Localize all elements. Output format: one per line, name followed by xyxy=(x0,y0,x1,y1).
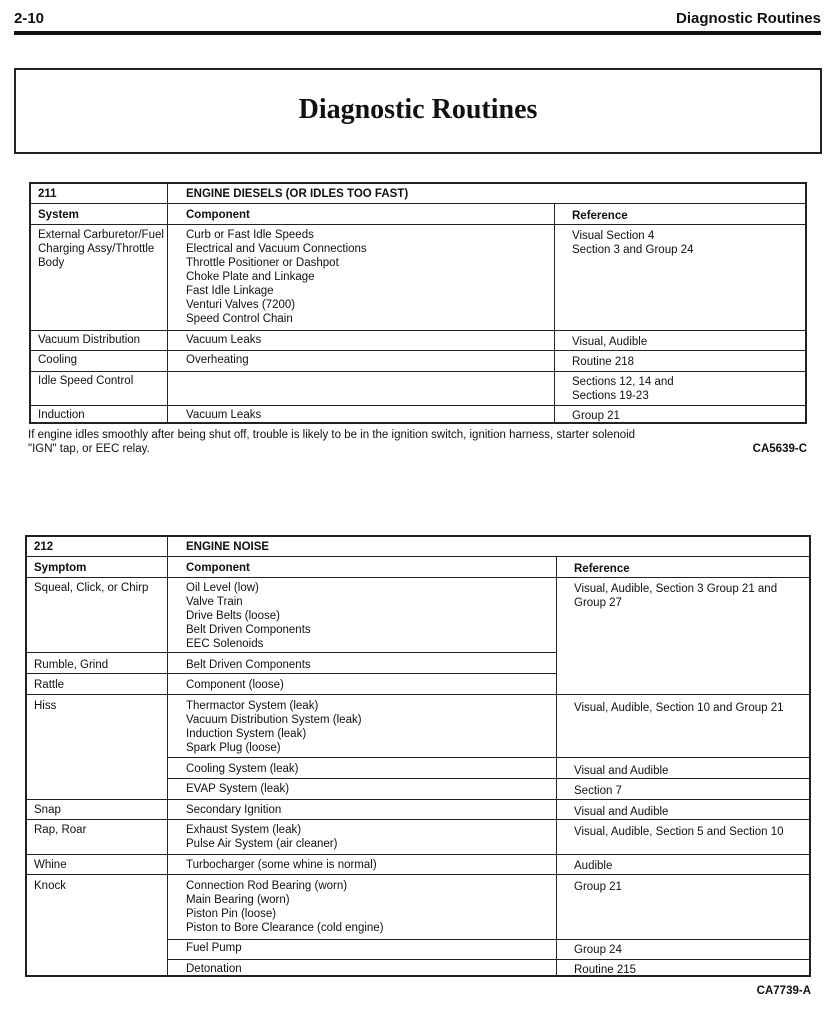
component-cell: Cooling System (leak) xyxy=(186,763,299,775)
symptom-cell: Rap, Roar xyxy=(34,824,87,836)
system-cell: External Carburetor/Fuel Charging Assy/Throttle Body xyxy=(38,229,164,269)
table-divider xyxy=(27,819,809,820)
table-divider xyxy=(556,557,557,975)
component-cell: Vacuum Leaks xyxy=(186,409,262,421)
reference-cell: Audible xyxy=(574,860,613,872)
header-rule xyxy=(14,31,821,35)
system-cell: Vacuum Distribution xyxy=(38,334,141,346)
column-header-symptom: Symptom xyxy=(34,562,87,574)
symptom-cell: Rumble, Grind xyxy=(34,659,109,671)
table-divider xyxy=(31,224,805,225)
table-divider xyxy=(167,939,809,940)
component-cell: Secondary Ignition xyxy=(186,804,282,816)
symptom-cell: Snap xyxy=(34,804,61,816)
reference-cell: Visual, Audible, Section 3 Group 21 and Group 27 xyxy=(574,583,778,609)
table-divider xyxy=(31,371,805,372)
table-divider xyxy=(31,330,805,331)
component-cell: Component (loose) xyxy=(186,679,284,691)
table-divider xyxy=(31,203,805,204)
table-divider xyxy=(554,204,555,422)
column-header-reference: Reference xyxy=(572,210,628,222)
system-cell: Idle Speed Control xyxy=(38,375,134,387)
component-cell: Curb or Fast Idle Speeds Electrical and Vacuum Connections Throttle Positioner or Dashpot Choke Plate and Linkage Fast Idle Linkage Venturi Valves (7200) Speed Control Chain xyxy=(186,229,367,325)
routine-211-footnote: If engine idles smoothly after being shut off, trouble is likely to be in the ignition switch, ignition harness, starter solenoid "IGN" tap, or EEC relay. xyxy=(28,429,636,455)
component-cell: Belt Driven Components xyxy=(186,659,311,671)
component-cell: Connection Rod Bearing (worn) Main Bearing (worn) Piston Pin (loose) Piston to Bore Clearance (cold engine) xyxy=(186,880,384,934)
column-header-component: Component xyxy=(186,209,250,221)
table-divider xyxy=(27,673,556,674)
component-cell: Vacuum Leaks xyxy=(186,334,262,346)
symptom-cell: Hiss xyxy=(34,700,57,712)
routine-name: ENGINE DIESELS (OR IDLES TOO FAST) xyxy=(186,188,409,200)
reference-cell: Visual, Audible, Section 5 and Section 10 xyxy=(574,826,784,838)
title-box xyxy=(14,68,822,154)
table-divider xyxy=(27,694,809,695)
component-cell: Oil Level (low) Valve Train Drive Belts (loose) Belt Driven Components EEC Solenoids xyxy=(186,582,311,650)
component-cell: Detonation xyxy=(186,963,242,975)
component-cell: Turbocharger (some whine is normal) xyxy=(186,859,377,871)
page-title: Diagnostic Routines xyxy=(298,94,538,125)
table-divider xyxy=(27,854,809,855)
column-header-system: System xyxy=(38,209,79,221)
symptom-cell: Squeal, Click, or Chirp xyxy=(34,582,149,594)
table-divider xyxy=(167,537,168,975)
page-header xyxy=(14,8,821,30)
component-cell: Overheating xyxy=(186,354,249,366)
table-divider xyxy=(27,652,556,653)
figure-code: CA5639-C xyxy=(752,443,807,455)
system-cell: Induction xyxy=(38,409,85,421)
column-header-component: Component xyxy=(186,562,250,574)
reference-cell: Routine 215 xyxy=(574,964,637,976)
reference-cell: Group 21 xyxy=(572,410,620,422)
routine-212-table xyxy=(25,535,811,977)
reference-cell: Routine 218 xyxy=(572,356,635,368)
reference-cell: Visual and Audible xyxy=(574,806,669,818)
table-divider xyxy=(27,799,809,800)
table-divider xyxy=(27,874,809,875)
system-cell: Cooling xyxy=(38,354,77,366)
table-divider xyxy=(167,778,809,779)
symptom-cell: Rattle xyxy=(34,679,65,691)
table-divider xyxy=(31,350,805,351)
figure-code: CA7739-A xyxy=(756,985,811,997)
page-number: 2-10 xyxy=(14,10,45,27)
symptom-cell: Knock xyxy=(34,880,66,892)
component-cell: Thermactor System (leak) Vacuum Distribution System (leak) Induction System (leak) Spark Plug (loose) xyxy=(186,700,362,754)
table-divider xyxy=(31,405,805,406)
component-cell: Fuel Pump xyxy=(186,942,242,954)
table-divider xyxy=(167,757,809,758)
reference-cell: Visual, Audible, Section 10 and Group 21 xyxy=(574,702,784,714)
reference-cell: Section 7 xyxy=(574,785,622,797)
table-divider xyxy=(27,577,809,578)
reference-cell: Visual, Audible xyxy=(572,336,648,348)
running-title: Diagnostic Routines xyxy=(675,10,821,27)
routine-number: 211 xyxy=(38,188,57,200)
routine-name: ENGINE NOISE xyxy=(186,541,270,553)
component-cell: Exhaust System (leak) Pulse Air System (air cleaner) xyxy=(186,824,338,850)
symptom-cell: Whine xyxy=(34,859,67,871)
routine-number: 212 xyxy=(34,541,54,553)
reference-cell: Group 24 xyxy=(574,944,622,956)
table-divider xyxy=(27,556,809,557)
reference-cell: Visual and Audible xyxy=(574,765,669,777)
component-cell: EVAP System (leak) xyxy=(186,783,290,795)
table-divider xyxy=(167,184,168,422)
reference-cell: Group 21 xyxy=(574,881,622,893)
table-divider xyxy=(167,959,809,960)
column-header-reference: Reference xyxy=(574,563,630,575)
routine-211-table xyxy=(29,182,807,424)
reference-cell: Sections 12, 14 and Sections 19-23 xyxy=(572,376,674,402)
reference-cell: Visual Section 4 Section 3 and Group 24 xyxy=(572,230,694,256)
